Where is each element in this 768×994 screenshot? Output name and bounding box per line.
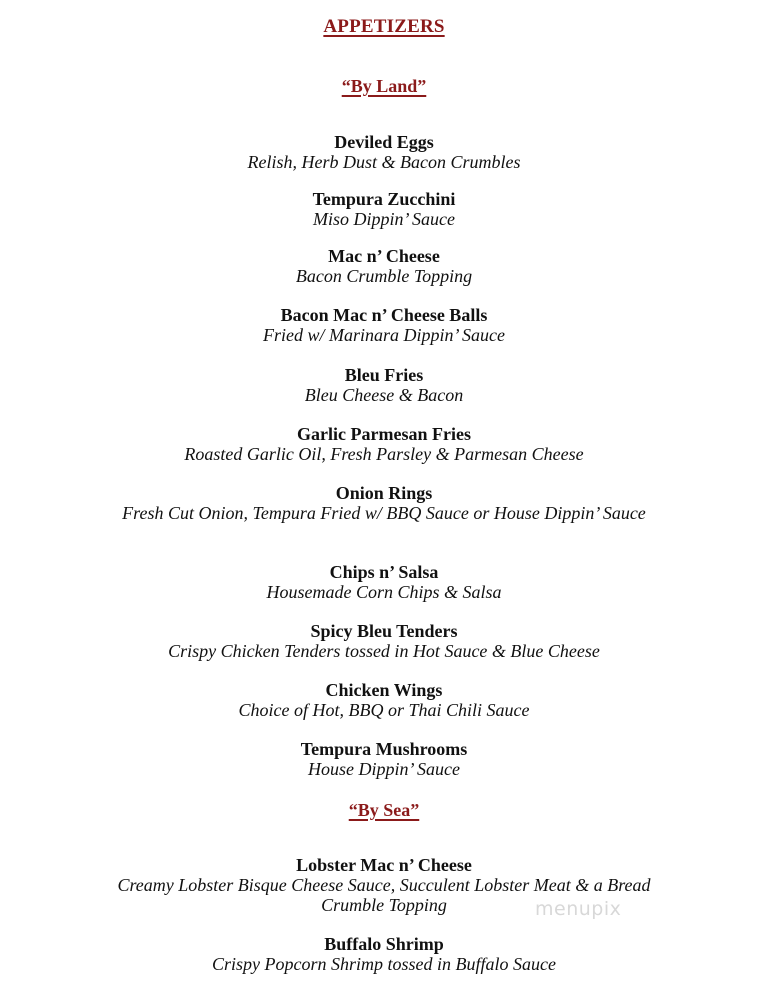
item-description: Roasted Garlic Oil, Fresh Parsley & Parmesan Cheese [184, 444, 584, 464]
watermark-logo: menupix [535, 898, 622, 920]
item-name: Onion Rings [335, 483, 433, 503]
menu-item-deviled-eggs [0, 132, 768, 172]
item-description: Crispy Chicken Tenders tossed in Hot Sauce & Blue Cheese [168, 641, 600, 661]
item-description: Fried w/ Marinara Dippin’ Sauce [263, 325, 505, 345]
item-name: Bacon Mac n’ Cheese Balls [280, 305, 488, 325]
menu-item-chicken-wings [0, 680, 768, 720]
menu-item-tempura-zucchini [0, 189, 768, 229]
section-title: APPETIZERS [323, 16, 445, 37]
menu-item-onion-rings [0, 483, 768, 523]
item-description: Crispy Popcorn Shrimp tossed in Buffalo Sauce [212, 954, 556, 974]
menu-item-bleu-fries [0, 365, 768, 405]
menu-item-lobster-mac [0, 855, 768, 915]
item-description: Miso Dippin’ Sauce [313, 209, 455, 229]
item-name: Spicy Bleu Tenders [310, 621, 458, 641]
item-name: Lobster Mac n’ Cheese [296, 855, 472, 875]
item-description: Fresh Cut Onion, Tempura Fried w/ BBQ Sauce or House Dippin’ Sauce [122, 503, 646, 523]
subsection-title-sea: “By Sea” [348, 800, 420, 820]
item-name: Bleu Fries [344, 365, 424, 385]
item-description: House Dippin’ Sauce [308, 759, 460, 779]
item-name: Chips n’ Salsa [329, 562, 439, 582]
item-description: Bacon Crumble Topping [295, 266, 473, 286]
menu-item-spicy-bleu-tenders [0, 621, 768, 661]
item-name: Garlic Parmesan Fries [297, 424, 471, 444]
item-name: Tempura Mushrooms [300, 739, 468, 759]
item-name: Chicken Wings [325, 680, 443, 700]
menu-item-buffalo-shrimp [0, 934, 768, 974]
menu-item-tempura-mushrooms [0, 739, 768, 779]
menu-item-bacon-mac-balls [0, 305, 768, 345]
item-name: Deviled Eggs [334, 132, 434, 152]
item-name: Buffalo Shrimp [324, 934, 444, 954]
item-description: Creamy Lobster Bisque Cheese Sauce, Succulent Lobster Meat & a Bread Crumble Topping [117, 875, 651, 915]
menu-item-garlic-parmesan-fries [0, 424, 768, 464]
menu-item-chips-n-salsa [0, 562, 768, 602]
item-name: Tempura Zucchini [312, 189, 456, 209]
item-description: Relish, Herb Dust & Bacon Crumbles [247, 152, 521, 172]
item-description: Choice of Hot, BBQ or Thai Chili Sauce [238, 700, 530, 720]
item-description: Bleu Cheese & Bacon [304, 385, 464, 405]
menu-item-mac-n-cheese [0, 246, 768, 286]
item-description: Housemade Corn Chips & Salsa [266, 582, 502, 602]
item-name: Mac n’ Cheese [328, 246, 440, 266]
subsection-title-land: “By Land” [341, 76, 427, 96]
